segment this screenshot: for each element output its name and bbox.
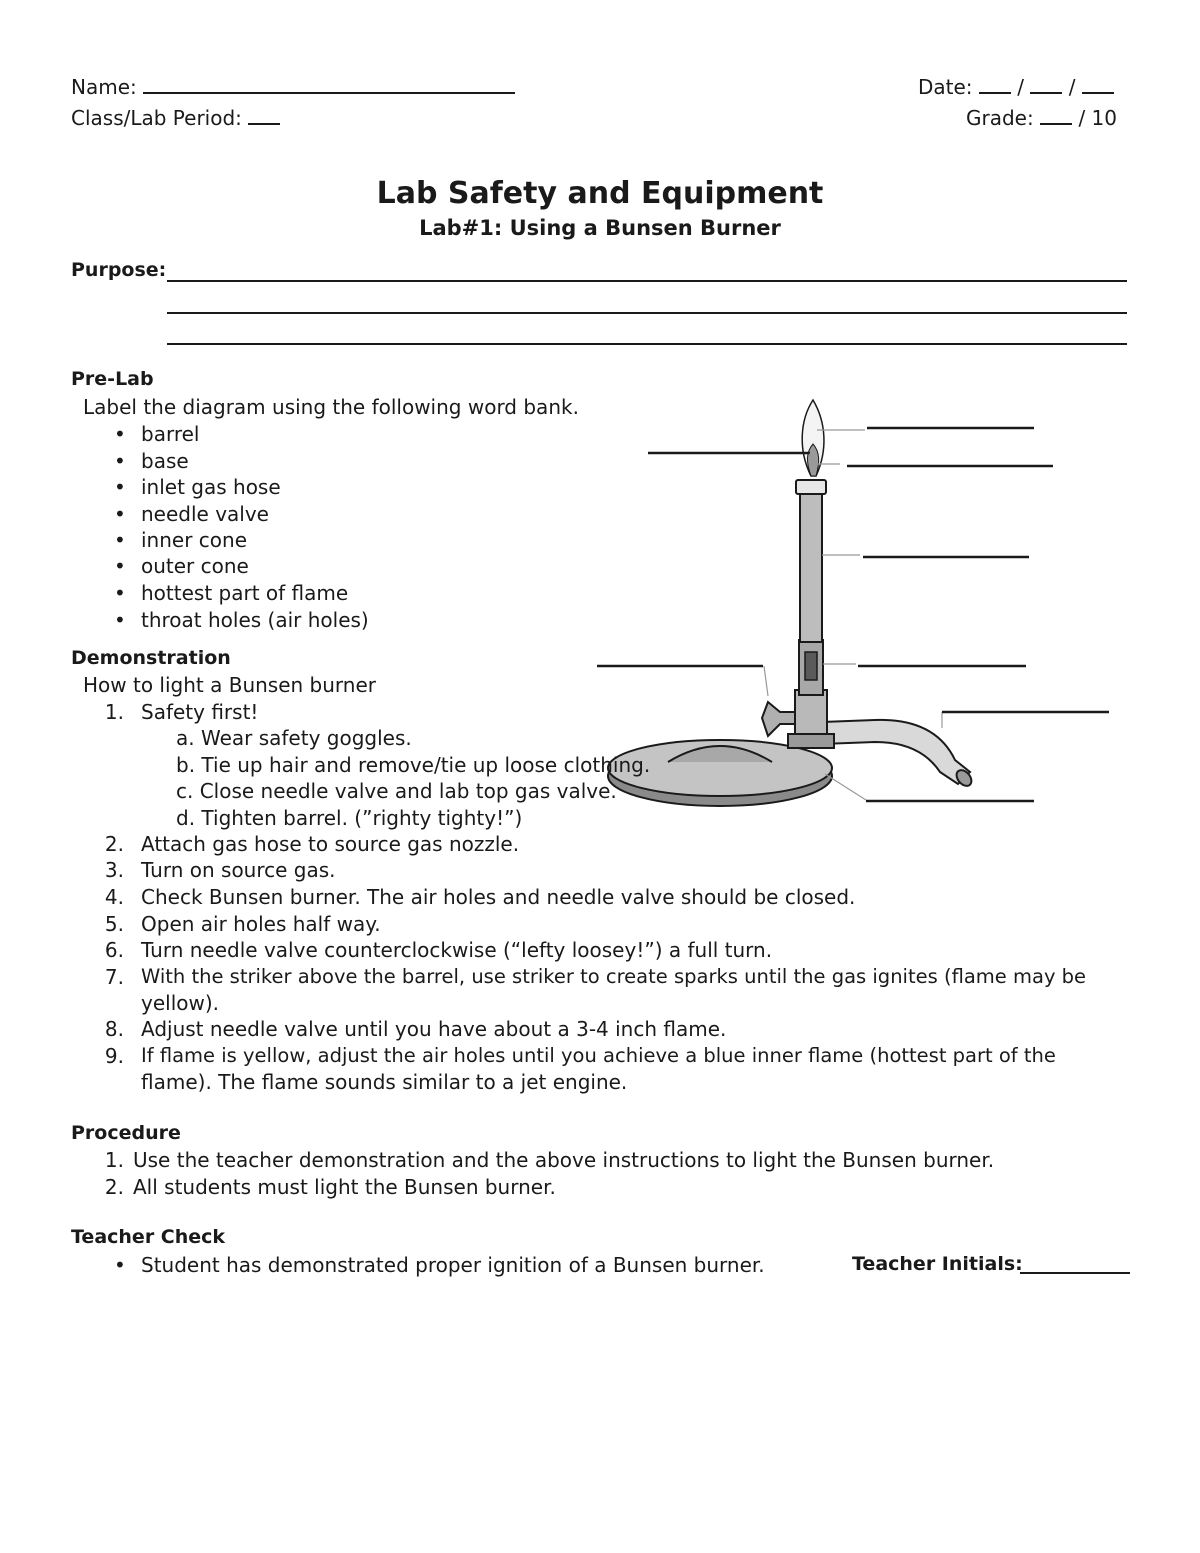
class-period-field[interactable] (71, 105, 280, 130)
name-label: Name: (71, 75, 137, 99)
purpose-label: Purpose: (71, 259, 167, 281)
step-number: 5. (104, 912, 124, 936)
grade-total: / 10 (1078, 106, 1117, 130)
leader-line (825, 774, 866, 800)
prelab-heading: Pre-Lab (71, 368, 154, 390)
step-text: Safety first! (141, 700, 259, 724)
step-number: 6. (104, 938, 124, 962)
date-separator: / (1068, 75, 1076, 99)
gas-hose (822, 720, 970, 784)
step-text: Open air holes half way. (141, 912, 381, 936)
burner-collar (788, 734, 834, 748)
demo-substep: a. Wear safety goggles. (176, 726, 412, 750)
name-field[interactable] (71, 74, 515, 99)
step-text: Turn on source gas. (141, 858, 336, 882)
word-bank-item: • barrel (141, 422, 199, 446)
demonstration-heading: Demonstration (71, 647, 231, 669)
purpose-line-2[interactable] (167, 312, 1127, 314)
purpose-line-3[interactable] (167, 343, 1127, 345)
needle-valve (762, 702, 795, 736)
grade-field[interactable] (966, 105, 1117, 130)
teacher-initials-blank[interactable] (1020, 1272, 1130, 1274)
step-text: Adjust needle valve until you have about a 3-4 inch flame. (141, 1017, 727, 1041)
word-bank-item: • inner cone (141, 528, 247, 552)
step-number: 9. (104, 1044, 124, 1068)
step-number: 1. (104, 1148, 124, 1172)
step-number: 2. (104, 1175, 124, 1199)
word-bank-item: • base (141, 449, 189, 473)
date-separator: / (1017, 75, 1025, 99)
word-bank-item: • inlet gas hose (141, 475, 281, 499)
date-month-blank[interactable] (979, 74, 1011, 94)
step-text: All students must light the Bunsen burner. (133, 1175, 556, 1199)
page-subtitle: Lab#1: Using a Bunsen Burner (419, 216, 781, 240)
step-number: 2. (104, 832, 124, 856)
date-day-blank[interactable] (1030, 74, 1062, 94)
throat-hole (805, 652, 817, 680)
step-text-continued: flame). The flame sounds similar to a jet engine. (141, 1070, 628, 1094)
teacher-check-heading: Teacher Check (71, 1226, 226, 1248)
name-blank[interactable] (143, 74, 515, 94)
word-bank-item: • needle valve (141, 502, 269, 526)
demo-substep: d. Tighten barrel. (”righty tighty!”) (176, 806, 523, 830)
step-number: 4. (104, 885, 124, 909)
step-number: 8. (104, 1017, 124, 1041)
step-text: Check Bunsen burner. The air holes and needle valve should be closed. (141, 885, 856, 909)
step-text: If flame is yellow, adjust the air holes until you achieve a blue inner flame (hottest part of the (141, 1044, 1056, 1067)
grade-label: Grade: (966, 106, 1034, 130)
step-text: With the striker above the barrel, use striker to create sparks until the gas ignites (flame may be (141, 965, 1087, 988)
demo-substep: c. Close needle valve and lab top gas valve. (176, 779, 617, 803)
word-bank-item: • hottest part of flame (141, 581, 348, 605)
step-text-continued: yellow). (141, 991, 220, 1015)
teacher-check-item: • Student has demonstrated proper ignition of a Bunsen burner. (141, 1253, 765, 1277)
procedure-heading: Procedure (71, 1122, 181, 1144)
demonstration-intro: How to light a Bunsen burner (83, 673, 376, 697)
step-text: Attach gas hose to source gas nozzle. (141, 832, 520, 856)
step-number: 1. (104, 700, 124, 724)
prelab-instruction: Label the diagram using the following word bank. (83, 395, 579, 419)
step-text: Turn needle valve counterclockwise (“lefty loosey!”) a full turn. (141, 938, 773, 962)
date-label: Date: (918, 75, 973, 99)
date-year-blank[interactable] (1082, 74, 1114, 94)
demo-substep: b. Tie up hair and remove/tie up loose clothing. (176, 753, 651, 777)
barrel (800, 490, 822, 642)
word-bank-item: • outer cone (141, 554, 249, 578)
grade-blank[interactable] (1040, 105, 1072, 125)
step-number: 7. (104, 965, 124, 989)
date-field[interactable] (918, 74, 1114, 99)
purpose-line-1[interactable] (167, 280, 1127, 282)
class-period-blank[interactable] (248, 105, 280, 125)
teacher-initials-label: Teacher Initials: (852, 1253, 1023, 1275)
page-title: Lab Safety and Equipment (376, 176, 824, 211)
barrel-top (796, 480, 826, 494)
step-number: 3. (104, 858, 124, 882)
bunsen-burner-diagram (590, 390, 1120, 820)
leader-line (764, 666, 768, 696)
step-text: Use the teacher demonstration and the above instructions to light the Bunsen burner. (133, 1148, 995, 1172)
word-bank-item: • throat holes (air holes) (141, 608, 369, 632)
class-period-label: Class/Lab Period: (71, 106, 242, 130)
